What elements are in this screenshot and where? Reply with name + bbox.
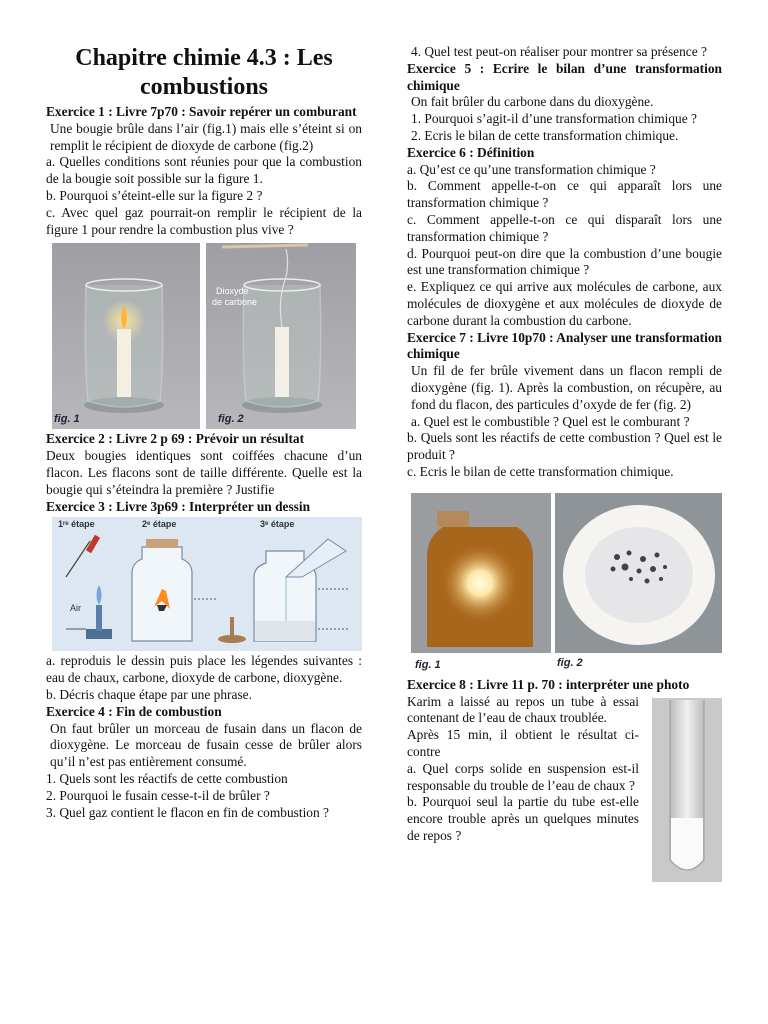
air-label: Air: [70, 603, 81, 614]
exercise-4-question-2: 2. Pourquoi le fusain cesse-t-il de brûler ?: [46, 787, 270, 803]
left-column: [46, 0, 362, 821]
exercise-5-question-1: 1. Pourquoi s’agit-il d’une transformation chimique ?: [411, 111, 697, 127]
exercise-6-question-d: d. Pourquoi peut-on dire que la combustion d’une bougie est une transformation chimique ?: [407, 245, 722, 278]
exercise-8-question-a: a. Quel corps solide en suspension est-il responsable du trouble de l’eau de chaux ?: [407, 760, 639, 793]
sparkle-icon: [440, 543, 520, 623]
exercise-5-heading: Exercice 5 : Ecrire le bilan d’une transformation chimique: [407, 60, 722, 93]
exercise-7-question-a: a. Quel est le combustible ? Quel est le comburant ?: [411, 413, 690, 429]
iron-figure-1-caption: fig. 1: [415, 658, 441, 671]
exercise-1-question-b: b. Pourquoi s’éteint-elle sur la figure 2 ?: [46, 187, 263, 203]
exercise-2-heading: Exercice 2 : Livre 2 p 69 : Prévoir un résultat: [46, 431, 305, 447]
exercise-8-heading: Exercice 8 : Livre 11 p. 70 : interpréter une photo: [407, 676, 690, 692]
exercise-5-question-2: 2. Ecris le bilan de cette transformation chimique.: [411, 127, 679, 143]
three-step-drawing: [46, 517, 362, 651]
exercise-6-question-b: b. Comment appelle-t-on ce qui apparaît lors une transformation chimique ?: [407, 178, 722, 211]
exercise-4-heading: Exercice 4 : Fin de combustion: [46, 703, 222, 719]
figure-2-caption: fig. 2: [218, 413, 244, 426]
test-tube-photo: [652, 698, 722, 882]
exercise-7-question-c: c. Ecris le bilan de cette transformation chimique.: [407, 463, 674, 479]
exercise-4-question-1: 1. Quels sont les réactifs de cette combustion: [46, 770, 288, 786]
step-3-label: 3ᵉ étape: [260, 519, 295, 530]
step-1-label: 1ʳᵉ étape: [58, 519, 95, 530]
exercise-4-intro: On faut brûler un morceau de fusain dans un flacon de dioxygène. Le morceau de fusain cesse de brûler alors qu’il n’est pas entièrement consumé.: [50, 720, 362, 770]
exercise-3-question-a: a. reproduis le dessin puis place les légendes suivantes : eau de chaux, carbone, dioxyde de carbone, dioxygène.: [46, 653, 362, 686]
exercise-6-question-a: a. Qu’est ce qu’une transformation chimique ?: [407, 161, 656, 177]
exercise-3-heading: Exercice 3 : Livre 3p69 : Interpréter un dessin: [46, 498, 311, 514]
exercise-4-question-4: 4. Quel test peut-on réaliser pour montrer sa présence ?: [411, 44, 707, 59]
exercise-8-intro: Karim a laissé au repos un tube à essai contenant de l’eau de chaux troublée.: [407, 693, 639, 726]
co2-label-line2: de carbone: [212, 297, 258, 308]
co2-label-line1: Dioxyde: [216, 286, 249, 297]
exercise-2-text: Deux bougies identiques sont coiffées chacune d’un flacon. Les flacons sont de taille différente. Quelle est la bougie qui s’éteindra la première ? Justifie: [46, 448, 362, 497]
exercise-8-question-b: b. Pourquoi seul la partie du tube est-elle encore trouble après un quelques minutes de repos ?: [407, 794, 639, 843]
exercise-1-intro: Une bougie brûle dans l’air (fig.1) mais elle s’éteint si on remplit le récipient de dioxyde de carbone (fig.2): [50, 120, 362, 153]
exercise-8-result: Après 15 min, il obtient le résultat ci-contre: [407, 727, 639, 759]
exercise-4-question-3: 3. Quel gaz contient le flacon en fin de combustion ?: [46, 804, 329, 820]
exercise-1-question-a: a. Quelles conditions sont réunies pour que la combustion de la bougie soit possible sur la figure 1.: [46, 154, 362, 187]
test-tube-svg: [652, 698, 722, 882]
iron-figure-2-caption: fig. 2: [557, 656, 583, 669]
exercise-5-intro: On fait brûler du carbone dans du dioxygène.: [411, 94, 654, 110]
step-2-label: 2ᵉ étape: [142, 519, 177, 530]
iron-combustion-photos: [407, 487, 722, 675]
right-column: [407, 44, 722, 845]
three-step-drawing-svg: [46, 517, 362, 651]
exercise-7-intro: Un fil de fer brûle vivement dans un flacon rempli de dioxygène (fig. 1). Après la combustion, on récupère, au fond du flacon, des particules d’oxyde de fer (fig. 2): [411, 363, 722, 412]
figure-1-caption: fig. 1: [54, 413, 80, 426]
exercise-7-heading: Exercice 7 : Livre 10p70 : Analyser une transformation chimique: [407, 329, 722, 362]
exercise-6-question-e: e. Expliquez ce qui arrive aux molécules de carbone, aux molécules de dioxygène et aux molécules de dioxyde de carbone durant la combustion du carbone.: [407, 279, 722, 328]
candle-photos: [46, 243, 362, 429]
exercise-6-heading: Exercice 6 : Définition: [407, 144, 535, 160]
page-title: Chapitre chimie 4.3 : Les combustions: [75, 45, 333, 100]
iron-combustion-photos-svg: [407, 487, 722, 675]
exercise-6-question-c: c. Comment appelle-t-on ce qui disparaît lors une transformation chimique ?: [407, 211, 722, 244]
exercise-3-question-b: b. Décris chaque étape par une phrase.: [46, 686, 252, 702]
exercise-1-question-c: c. Avec quel gaz pourrait-on remplir le récipient de la figure 1 pour rendre la combustion plus vive ?: [46, 204, 362, 237]
exercise-8-body: [407, 694, 722, 845]
candle-photos-drawing: [46, 243, 362, 429]
exercise-7-question-b: b. Quels sont les réactifs de cette combustion ? Quel est le produit ?: [407, 430, 722, 463]
exercise-1-heading: Exercice 1 : Livre 7p70 : Savoir repérer un comburant: [46, 104, 357, 119]
